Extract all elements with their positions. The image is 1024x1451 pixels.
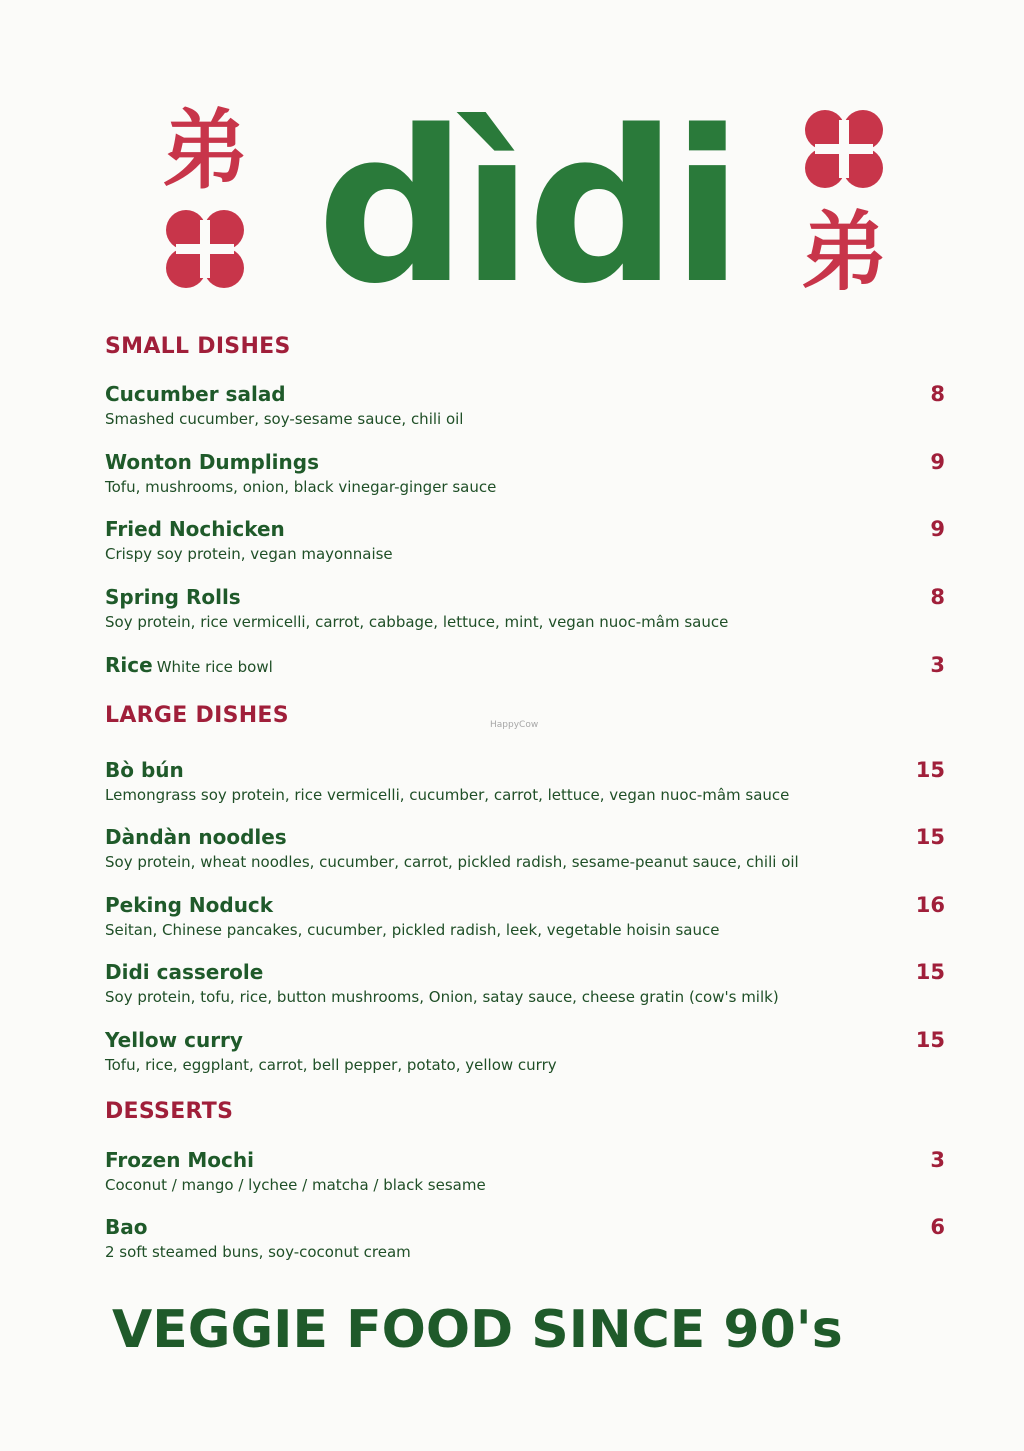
brand-wordmark: dìdi: [316, 85, 738, 290]
item-name: Yellow curry: [105, 1028, 243, 1052]
menu-item: [105, 1215, 945, 1261]
item-price: 9: [930, 450, 945, 474]
item-price: 3: [930, 1148, 945, 1172]
item-name: Rice: [105, 653, 153, 677]
logo-graphic: [160, 80, 890, 290]
item-desc: Tofu, rice, eggplant, carrot, bell pepper, potato, yellow curry: [105, 1056, 557, 1074]
item-price: 8: [930, 382, 945, 406]
item-desc: Coconut / mango / lychee / matcha / black sesame: [105, 1176, 486, 1194]
menu-item: [105, 382, 945, 428]
clover-right-icon: [805, 110, 883, 188]
item-desc: Seitan, Chinese pancakes, cucumber, pickled radish, leek, vegetable hoisin sauce: [105, 921, 720, 939]
section-title-small-dishes: SMALL DISHES: [105, 334, 291, 359]
item-desc: Lemongrass soy protein, rice vermicelli, cucumber, carrot, lettuce, vegan nuoc-mâm sauce: [105, 786, 790, 804]
clover-left-icon: [166, 210, 244, 288]
item-name: Wonton Dumplings: [105, 450, 319, 474]
item-desc: Soy protein, tofu, rice, button mushrooms, Onion, satay sauce, cheese gratin (cow's milk): [105, 988, 779, 1006]
item-name: Spring Rolls: [105, 585, 241, 609]
item-name: Fried Nochicken: [105, 517, 285, 541]
menu-item: [105, 825, 945, 871]
item-price: 6: [930, 1215, 945, 1239]
glyph-left-top: 弟: [162, 101, 248, 201]
item-desc: White rice bowl: [156, 658, 273, 676]
menu-item: [105, 1148, 945, 1194]
menu-item: [105, 653, 945, 677]
item-desc: Soy protein, rice vermicelli, carrot, cabbage, lettuce, mint, vegan nuoc-mâm sauce: [105, 613, 729, 631]
watermark: HappyCow: [490, 720, 539, 730]
item-name: Frozen Mochi: [105, 1148, 254, 1172]
item-price: 15: [915, 960, 945, 984]
item-price: 15: [915, 825, 945, 849]
menu-item: [105, 450, 945, 496]
logo: [160, 80, 890, 290]
item-price: 15: [915, 758, 945, 782]
item-desc: Soy protein, wheat noodles, cucumber, carrot, pickled radish, sesame-peanut sauce, chili oil: [105, 853, 799, 871]
item-desc: Crispy soy protein, vegan mayonnaise: [105, 545, 393, 563]
item-name: Didi casserole: [105, 960, 264, 984]
menu-item: [105, 758, 945, 804]
menu-item: [105, 1028, 945, 1074]
item-desc: Smashed cucumber, soy-sesame sauce, chili oil: [105, 410, 464, 428]
item-name: Bao: [105, 1215, 148, 1239]
glyph-right-bottom: 弟: [801, 203, 887, 290]
item-name: Peking Noduck: [105, 893, 274, 917]
menu-item: [105, 517, 945, 563]
item-name: Cucumber salad: [105, 382, 286, 406]
menu-item: [105, 585, 945, 631]
item-price: 3: [930, 653, 945, 677]
item-name: Dàndàn noodles: [105, 825, 287, 849]
section-title-desserts: DESSERTS: [105, 1099, 234, 1124]
item-price: 15: [915, 1028, 945, 1052]
item-price: 16: [915, 893, 945, 917]
menu-item: [105, 960, 945, 1006]
section-title-large-dishes: LARGE DISHES: [105, 703, 289, 728]
slogan: VEGGIE FOOD SINCE 90's: [112, 1300, 843, 1360]
item-price: 8: [930, 585, 945, 609]
menu-item: [105, 893, 945, 939]
item-desc: Tofu, mushrooms, onion, black vinegar-ginger sauce: [105, 478, 497, 496]
item-desc: 2 soft steamed buns, soy-coconut cream: [105, 1243, 411, 1261]
item-price: 9: [930, 517, 945, 541]
item-name: Bò bún: [105, 758, 184, 782]
